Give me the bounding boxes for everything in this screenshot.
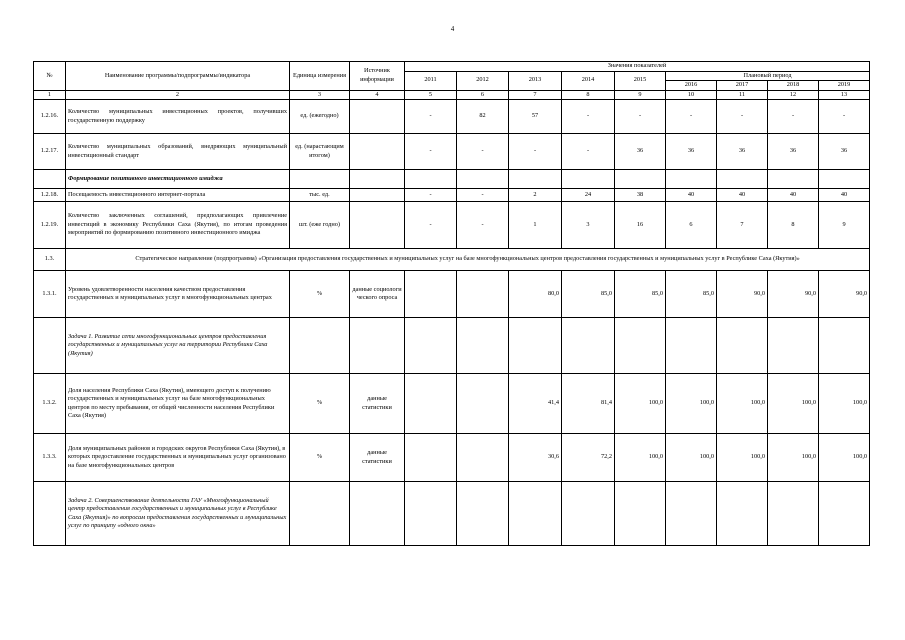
row-name: Посещаемость инвестиционного интернет-портала bbox=[66, 189, 290, 202]
header-year: 2019 bbox=[819, 81, 870, 91]
row-value: 40 bbox=[717, 189, 768, 202]
header-name: Наименование программы/подпрограммы/индикатора bbox=[66, 62, 290, 91]
header-year: 2013 bbox=[509, 71, 562, 90]
row-value: 72,2 bbox=[562, 434, 615, 482]
empty-cell bbox=[350, 170, 405, 189]
section-heading: Формирование позитивного инвестиционного имиджа bbox=[66, 170, 290, 189]
empty-cell bbox=[562, 170, 615, 189]
header-row-1 bbox=[34, 62, 870, 72]
column-number: 13 bbox=[819, 90, 870, 100]
row-value: 100,0 bbox=[666, 434, 717, 482]
row-value: - bbox=[819, 100, 870, 134]
row-number: 1.3.2. bbox=[34, 374, 66, 434]
empty-cell bbox=[819, 482, 870, 546]
row-value: 100,0 bbox=[615, 434, 666, 482]
row-number: 1.3. bbox=[34, 249, 66, 271]
row-name: Количество заключенных соглашений, предполагающих привлечение инвестиций в экономику Республики Саха (Якутия), по итогам проведения мероприятий по формированию позитивного инвестиционного имиджа bbox=[66, 202, 290, 249]
row-number: 1.3.3. bbox=[34, 434, 66, 482]
row-value: 85,0 bbox=[615, 271, 666, 318]
table-row bbox=[34, 189, 870, 202]
row-source: данные социологи ческого опроса bbox=[350, 271, 405, 318]
empty-cell bbox=[768, 170, 819, 189]
column-number: 2 bbox=[66, 90, 290, 100]
empty-cell bbox=[717, 170, 768, 189]
empty-cell bbox=[457, 482, 509, 546]
table-row bbox=[34, 271, 870, 318]
empty-cell bbox=[615, 170, 666, 189]
column-numbers-row bbox=[34, 90, 870, 100]
row-source bbox=[350, 189, 405, 202]
row-value: - bbox=[509, 134, 562, 170]
row-value: - bbox=[768, 100, 819, 134]
empty-cell bbox=[405, 170, 457, 189]
row-number: 1.3.1. bbox=[34, 271, 66, 318]
header-unit: Единица измерения bbox=[290, 62, 350, 91]
row-unit: % bbox=[290, 374, 350, 434]
row-name: Количество муниципальных образований, внедряющих муниципальный инвестиционный стандарт bbox=[66, 134, 290, 170]
row-value: - bbox=[457, 202, 509, 249]
empty-cell bbox=[666, 170, 717, 189]
row-value: 9 bbox=[819, 202, 870, 249]
header-planned: Плановый период bbox=[666, 71, 870, 81]
column-number: 7 bbox=[509, 90, 562, 100]
header-no: № bbox=[34, 62, 66, 91]
table-row bbox=[34, 482, 870, 546]
row-value: 90,0 bbox=[768, 271, 819, 318]
row-value: 100,0 bbox=[717, 374, 768, 434]
row-value bbox=[405, 374, 457, 434]
row-value: 100,0 bbox=[768, 374, 819, 434]
row-value: - bbox=[562, 100, 615, 134]
empty-cell bbox=[666, 482, 717, 546]
row-value: 100,0 bbox=[615, 374, 666, 434]
row-value: 2 bbox=[509, 189, 562, 202]
column-number: 1 bbox=[34, 90, 66, 100]
row-value: - bbox=[405, 134, 457, 170]
row-source bbox=[350, 202, 405, 249]
header-source: Источник информации bbox=[350, 62, 405, 91]
strategic-direction: Стратегическое направление (подпрограмма) «Организация предоставления государственных и муниципальных услуг на базе многофункциональных центров предоставления государственных и муниципальных услуг в Республике Саха (Якутия)» bbox=[66, 249, 870, 271]
row-value: 6 bbox=[666, 202, 717, 249]
row-number: 1.2.18. bbox=[34, 189, 66, 202]
column-number: 11 bbox=[717, 90, 768, 100]
row-number: 1.2.16. bbox=[34, 100, 66, 134]
page-number: 4 bbox=[450, 25, 455, 33]
empty-cell bbox=[768, 482, 819, 546]
column-number: 8 bbox=[562, 90, 615, 100]
table-row bbox=[34, 374, 870, 434]
row-value: - bbox=[562, 134, 615, 170]
row-value: - bbox=[666, 100, 717, 134]
row-value bbox=[405, 434, 457, 482]
row-value: 100,0 bbox=[666, 374, 717, 434]
row-number bbox=[34, 482, 66, 546]
row-value: 36 bbox=[666, 134, 717, 170]
row-unit: ед. (нарастающим итогом) bbox=[290, 134, 350, 170]
table-row bbox=[34, 202, 870, 249]
header-year: 2012 bbox=[457, 71, 509, 90]
table-row bbox=[34, 434, 870, 482]
table-row bbox=[34, 249, 870, 271]
table-row bbox=[34, 318, 870, 374]
empty-cell bbox=[819, 170, 870, 189]
table-row bbox=[34, 100, 870, 134]
column-number: 5 bbox=[405, 90, 457, 100]
row-name: Доля муниципальных районов и городских округов Республики Саха (Якутия), в которых предоставление государственных и муниципальных услуг организовано на базе многофункциональных центров bbox=[66, 434, 290, 482]
empty-cell bbox=[509, 170, 562, 189]
row-value: - bbox=[405, 100, 457, 134]
empty-cell bbox=[290, 482, 350, 546]
row-value: 7 bbox=[717, 202, 768, 249]
empty-cell bbox=[717, 482, 768, 546]
empty-cell bbox=[457, 170, 509, 189]
row-value: 36 bbox=[615, 134, 666, 170]
row-value: 36 bbox=[819, 134, 870, 170]
row-name: Уровень удовлетворенности населения качеством предоставления государственных и муниципальных услуг в многофункциональных центрах bbox=[66, 271, 290, 318]
row-unit: % bbox=[290, 271, 350, 318]
row-value: 100,0 bbox=[768, 434, 819, 482]
row-name: Доля населения Республики Саха (Якутия), имеющего доступ к получению государственных и муниципальных услуг на базе многофункциональных центров по месту пребывания, от общей численности населения Республики Саха (Якутия) bbox=[66, 374, 290, 434]
empty-cell bbox=[509, 318, 562, 374]
header-year: 2014 bbox=[562, 71, 615, 90]
empty-cell bbox=[457, 318, 509, 374]
row-value: 100,0 bbox=[717, 434, 768, 482]
row-value bbox=[457, 374, 509, 434]
row-value: 81,4 bbox=[562, 374, 615, 434]
row-source bbox=[350, 100, 405, 134]
header-year: 2016 bbox=[666, 81, 717, 91]
indicators-table bbox=[33, 61, 870, 546]
row-value: 90,0 bbox=[819, 271, 870, 318]
header-year: 2017 bbox=[717, 81, 768, 91]
empty-cell bbox=[717, 318, 768, 374]
row-value: 40 bbox=[768, 189, 819, 202]
empty-cell bbox=[615, 318, 666, 374]
header-values-title: Значения показателей bbox=[405, 62, 870, 72]
row-number bbox=[34, 170, 66, 189]
row-value: 16 bbox=[615, 202, 666, 249]
row-value: 36 bbox=[768, 134, 819, 170]
header-year: 2018 bbox=[768, 81, 819, 91]
row-source: данные статистики bbox=[350, 434, 405, 482]
row-source bbox=[350, 134, 405, 170]
row-value: 57 bbox=[509, 100, 562, 134]
row-value bbox=[457, 271, 509, 318]
row-value: 30,6 bbox=[509, 434, 562, 482]
row-unit: ед. (ежегодно) bbox=[290, 100, 350, 134]
row-value: 40 bbox=[666, 189, 717, 202]
empty-cell bbox=[666, 318, 717, 374]
column-number: 6 bbox=[457, 90, 509, 100]
empty-cell bbox=[405, 482, 457, 546]
column-number: 10 bbox=[666, 90, 717, 100]
empty-cell bbox=[819, 318, 870, 374]
row-value: 100,0 bbox=[819, 374, 870, 434]
empty-cell bbox=[290, 318, 350, 374]
column-number: 9 bbox=[615, 90, 666, 100]
row-value: 82 bbox=[457, 100, 509, 134]
empty-cell bbox=[350, 318, 405, 374]
row-value: 100,0 bbox=[819, 434, 870, 482]
row-value: - bbox=[615, 100, 666, 134]
row-name: Количество муниципальных инвестиционных проектов, получивших государственную поддержку bbox=[66, 100, 290, 134]
empty-cell bbox=[562, 318, 615, 374]
empty-cell bbox=[615, 482, 666, 546]
row-value bbox=[457, 434, 509, 482]
task-heading: Задача 2. Совершенствование деятельности ГАУ «Многофункциональный центр предоставления государственных и муниципальных услуг в Республике Саха (Якутия)» по вопросам предоставления государственных и муниципальных услуг по принципу «одного окна» bbox=[66, 482, 290, 546]
row-value: 90,0 bbox=[717, 271, 768, 318]
row-unit: тыс. ед. bbox=[290, 189, 350, 202]
row-unit: шт. (еже годно) bbox=[290, 202, 350, 249]
empty-cell bbox=[405, 318, 457, 374]
row-number: 1.2.19. bbox=[34, 202, 66, 249]
row-value: - bbox=[717, 100, 768, 134]
header-year: 2011 bbox=[405, 71, 457, 90]
empty-cell bbox=[768, 318, 819, 374]
row-value: 85,0 bbox=[666, 271, 717, 318]
empty-cell bbox=[509, 482, 562, 546]
row-value bbox=[405, 271, 457, 318]
empty-cell bbox=[562, 482, 615, 546]
row-value: 38 bbox=[615, 189, 666, 202]
row-value: 40 bbox=[819, 189, 870, 202]
empty-cell bbox=[290, 170, 350, 189]
row-value: 80,0 bbox=[509, 271, 562, 318]
row-value: 8 bbox=[768, 202, 819, 249]
table-row bbox=[34, 134, 870, 170]
row-value: 1 bbox=[509, 202, 562, 249]
row-number: 1.2.17. bbox=[34, 134, 66, 170]
row-value: 3 bbox=[562, 202, 615, 249]
row-value: 85,0 bbox=[562, 271, 615, 318]
table-row bbox=[34, 170, 870, 189]
row-value: 36 bbox=[717, 134, 768, 170]
row-unit: % bbox=[290, 434, 350, 482]
task-heading: Задача 1. Развитие сети многофункциональных центров предоставления государственных и муниципальных услуг на территории Республики Саха (Якутия) bbox=[66, 318, 290, 374]
row-value: 24 bbox=[562, 189, 615, 202]
row-value: - bbox=[405, 189, 457, 202]
row-value: - bbox=[457, 189, 509, 202]
row-value: 41,4 bbox=[509, 374, 562, 434]
column-number: 12 bbox=[768, 90, 819, 100]
column-number: 4 bbox=[350, 90, 405, 100]
row-value: - bbox=[405, 202, 457, 249]
header-year: 2015 bbox=[615, 71, 666, 90]
row-value: - bbox=[457, 134, 509, 170]
empty-cell bbox=[350, 482, 405, 546]
row-source: данные статистики bbox=[350, 374, 405, 434]
row-number bbox=[34, 318, 66, 374]
column-number: 3 bbox=[290, 90, 350, 100]
